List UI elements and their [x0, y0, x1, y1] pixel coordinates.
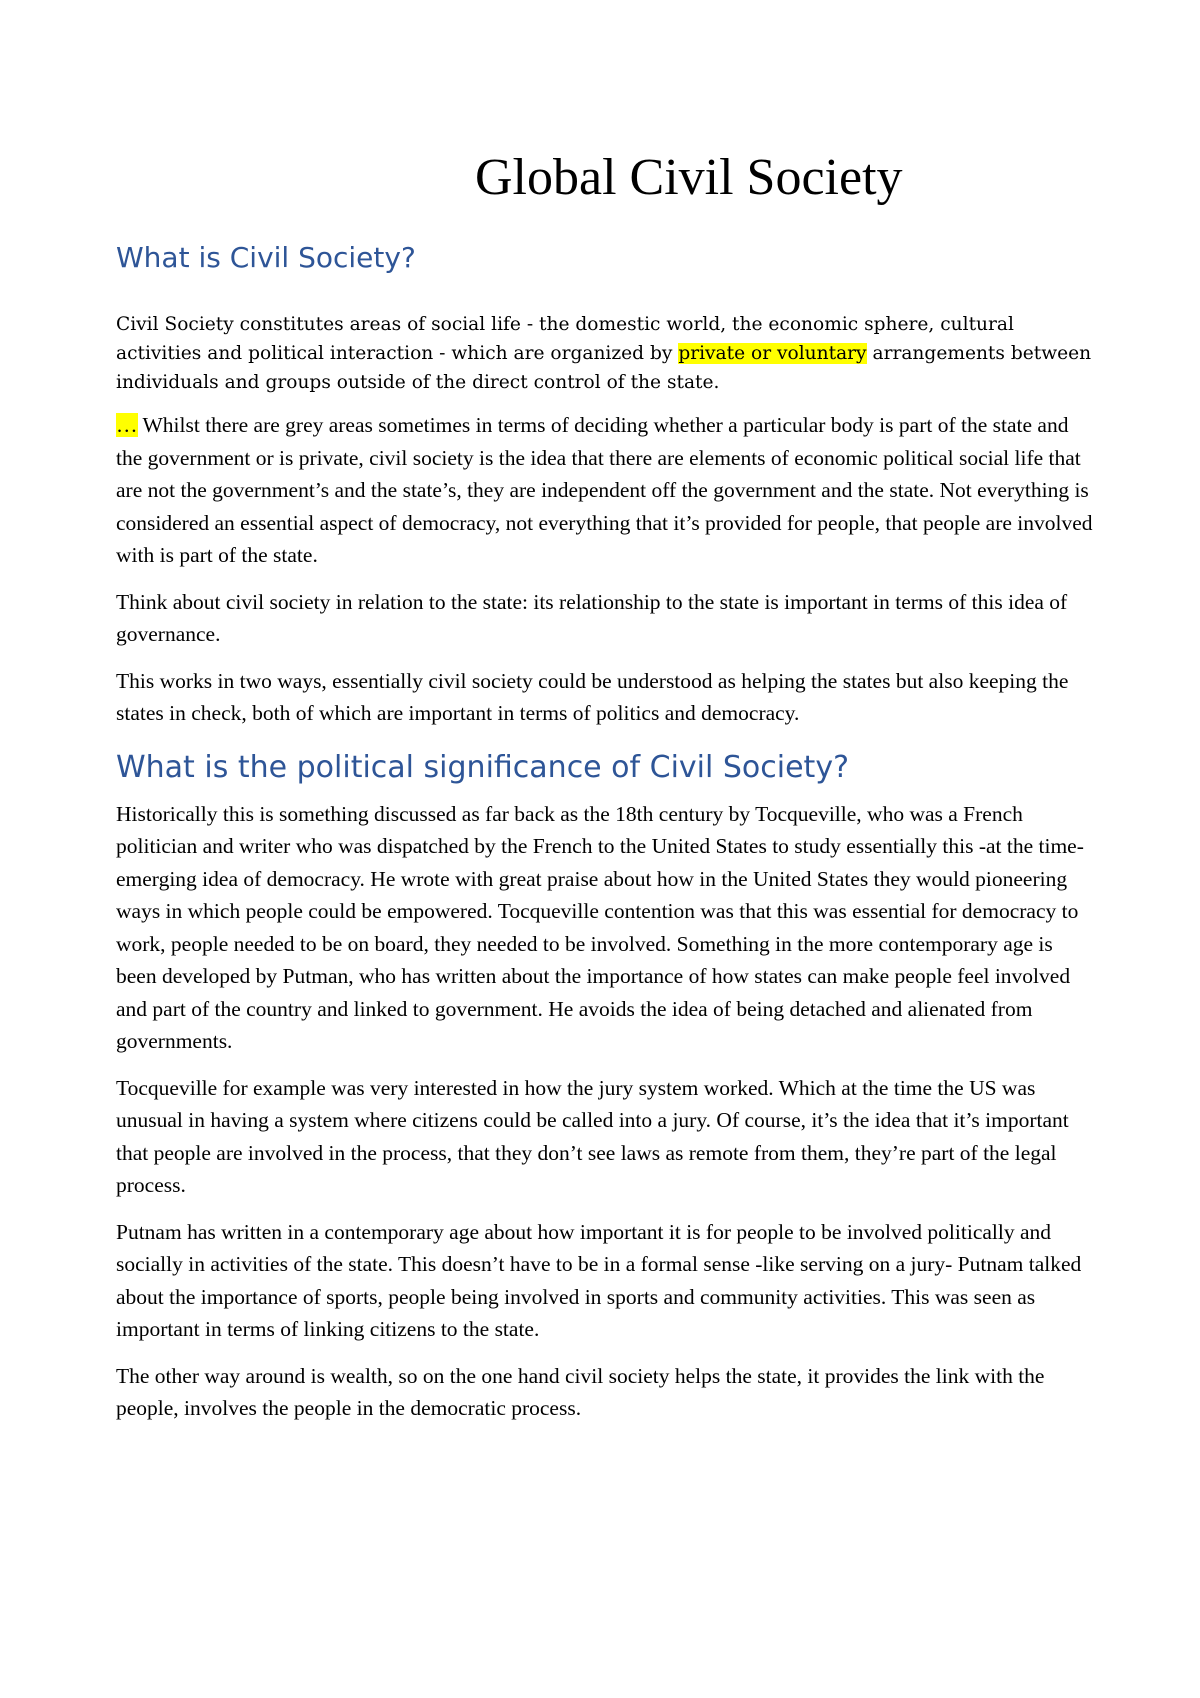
paragraph-relation-to-state: Think about civil society in relation to the state: its relationship to the state is important in terms of this idea of governance. — [116, 589, 1068, 646]
paragraph-text: Whilst there are grey areas sometimes in terms of deciding whether a particular body is part of the state and the government or is private, civil society is the idea that there are elements of economic political social life that are not the government’s and the state’s, they are independent off the government and the state. Not everything is considered an essential aspect of democracy, not everything that it’s provided for people, that people are involved with is part of the state. — [116, 413, 1093, 567]
paragraph-grey-areas — [116, 409, 1096, 572]
section-heading-political-significance: What is the political significance of Civil Society? — [116, 749, 849, 785]
section-heading-what-is-civil-society: What is Civil Society? — [116, 241, 416, 274]
paragraph-two-ways: This works in two ways, essentially civil society could be understood as helping the states but also keeping the states in check, both of which are important in terms of politics and democracy. — [116, 668, 1069, 725]
document-title: Global Civil Society — [475, 149, 903, 206]
paragraph-text: Civil Society constitutes areas of social life - the domestic world, the economic sphere, cultural activities and political interaction - which are organized by — [116, 314, 1014, 364]
highlighted-ellipsis: … — [116, 413, 138, 437]
highlighted-text: private or voluntary — [678, 343, 867, 364]
paragraph-text: arrangements between individuals and groups outside of the direct control of the state. — [116, 343, 1092, 393]
paragraph-jury-system: Tocqueville for example was very interested in how the jury system worked. Which at the time the US was unusual in having a system where citizens could be called into a jury. Of course, it’s the idea that it’s important that people are involved in the process, that they don’t see laws as remote from them, they’re part of the legal process. — [116, 1075, 1069, 1197]
paragraph-wealth: The other way around is wealth, so on the one hand civil society helps the state, it provides the link with the people, involves the people in the democratic process. — [116, 1363, 1045, 1420]
paragraph-definition — [116, 310, 1096, 397]
paragraph-putnam: Putnam has written in a contemporary age about how important it is for people to be involved politically and socially in activities of the state. This doesn’t have to be in a formal sense -like serving on a jury- Putnam talked about the importance of sports, people being involved in sports and community activities. This was seen as important in terms of linking citizens to the state. — [116, 1219, 1082, 1341]
paragraph-tocqueville-history: Historically this is something discussed as far back as the 18th century by Tocqueville, who was a French politician and writer who was dispatched by the French to the United States to study essentially this -at the time- emerging idea of democracy. He wrote with great praise about how in the United States they would pioneering ways in which people could be empowered. Tocqueville contention was that this was essential for democracy to work, people needed to be on board, they needed to be involved. Something in the more contemporary age is been developed by Putman, who has written about the importance of how states can make people feel involved and part of the country and linked to government. He avoids the idea of being detached and alienated from governments. — [116, 801, 1084, 1053]
document-body — [116, 145, 1096, 1439]
